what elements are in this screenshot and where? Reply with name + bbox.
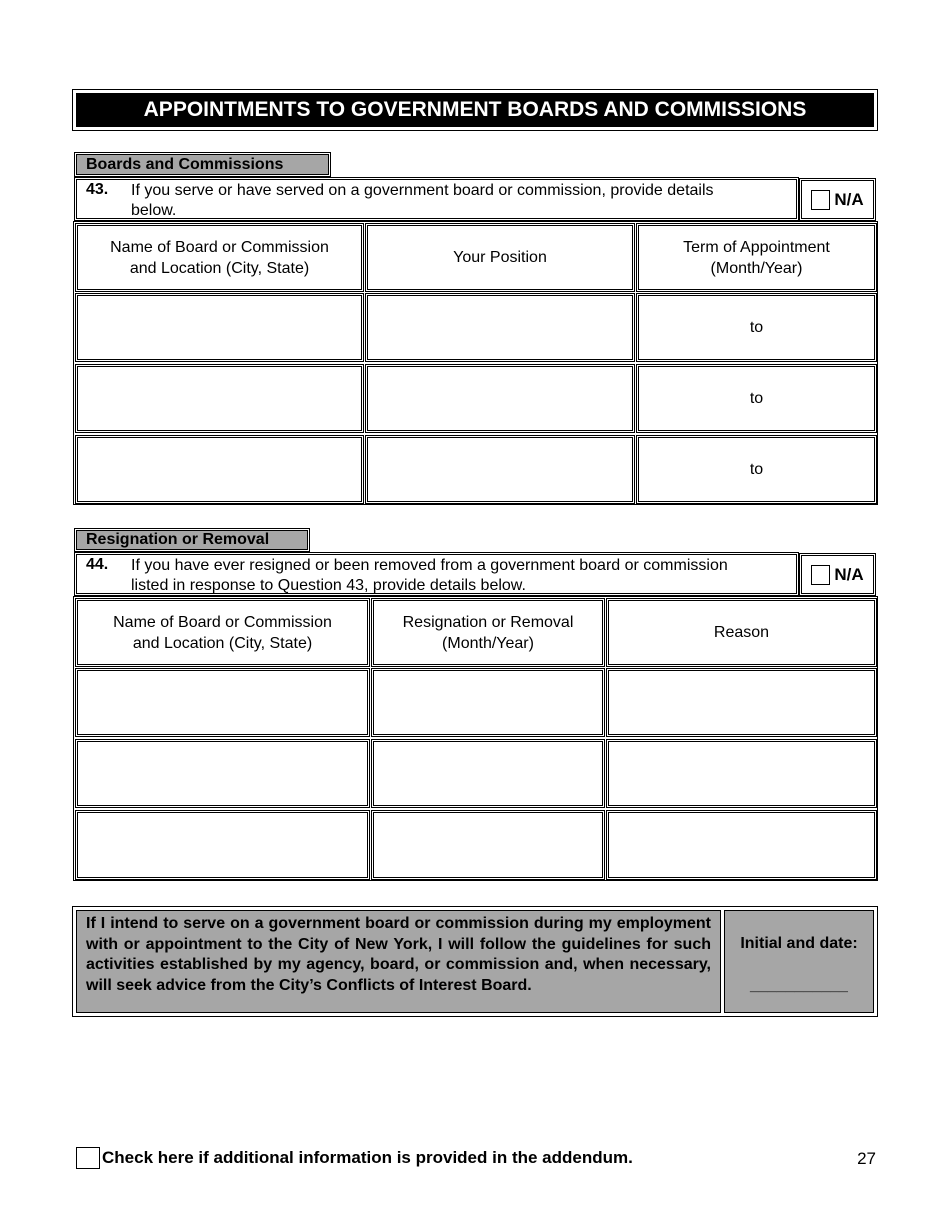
section-tab-resignation: Resignation or Removal (74, 528, 310, 552)
board-name-field[interactable] (75, 435, 364, 504)
question-44-row (74, 552, 799, 596)
board-name-field[interactable] (75, 810, 370, 880)
na-label: N/A (834, 564, 864, 584)
header-text: Term of Appointment (683, 238, 830, 256)
header-board-name (75, 598, 370, 667)
position-field[interactable] (365, 435, 635, 504)
addendum-checkbox[interactable] (76, 1147, 100, 1169)
na-option-44[interactable] (799, 553, 876, 596)
resignation-date-field[interactable] (371, 668, 605, 737)
reason-field[interactable] (606, 739, 877, 808)
term-field[interactable] (636, 435, 877, 504)
initial-and-date-box[interactable] (724, 910, 874, 1013)
resignation-table (73, 596, 878, 881)
header-text: and Location (City, State) (129, 259, 310, 277)
boards-table (73, 221, 878, 505)
header-board-name (75, 223, 364, 292)
board-name-field[interactable] (75, 739, 370, 808)
question-number: 44. (86, 556, 109, 573)
page-number: 27 (857, 1149, 876, 1168)
header-reason: Reason (606, 598, 877, 667)
section-tab-boards: Boards and Commissions (74, 152, 331, 177)
na-label: N/A (834, 189, 864, 209)
term-field[interactable] (636, 364, 877, 433)
reason-field[interactable] (606, 668, 877, 737)
header-text: and Location (City, State) (132, 634, 313, 652)
page-title: APPOINTMENTS TO GOVERNMENT BOARDS AND COMMISSIONS (76, 93, 874, 127)
question-text (131, 556, 728, 596)
position-field[interactable] (365, 364, 635, 433)
statement-box (72, 906, 878, 1017)
question-text-line: If you have ever resigned or been removed from a government board or commission (131, 557, 728, 574)
position-field[interactable] (365, 293, 635, 362)
term-separator: to (749, 461, 764, 478)
header-text: Name of Board or Commission (113, 613, 332, 631)
header-text: (Month/Year) (710, 259, 803, 277)
initial-blank[interactable]: ___________ (750, 977, 848, 994)
question-text-line: If you serve or have served on a government board or commission, provide details (131, 182, 714, 199)
na-checkbox[interactable] (811, 565, 830, 585)
header-position: Your Position (365, 223, 635, 292)
question-text-line: below. (131, 202, 177, 219)
term-separator: to (749, 390, 764, 407)
header-text: (Month/Year) (442, 634, 534, 652)
statement-text: If I intend to serve on a government board or commission during my employment with or appointment to the City of New York, I will follow the guidelines for such activities established by my agency, board, or commission and, when necessary, will seek advice from the City’s Conflicts of Interest Board. (76, 910, 721, 1013)
board-name-field[interactable] (75, 668, 370, 737)
question-43-row (74, 177, 799, 221)
initial-label: Initial and date: (740, 935, 858, 952)
resignation-date-field[interactable] (371, 810, 605, 880)
question-text-line: listed in response to Question 43, provide details below. (131, 577, 526, 594)
na-checkbox[interactable] (811, 190, 830, 210)
term-field[interactable] (636, 293, 877, 362)
term-separator: to (749, 319, 764, 336)
header-text: Resignation or Removal (402, 613, 574, 631)
header-term (636, 223, 877, 292)
addendum-label: Check here if additional information is provided in the addendum. (102, 1148, 633, 1167)
resignation-date-field[interactable] (371, 739, 605, 808)
question-number: 43. (86, 181, 109, 198)
board-name-field[interactable] (75, 293, 364, 362)
board-name-field[interactable] (75, 364, 364, 433)
reason-field[interactable] (606, 810, 877, 880)
question-text (131, 181, 714, 221)
header-text: Name of Board or Commission (110, 238, 329, 256)
title-banner (72, 89, 878, 131)
header-resignation-date (371, 598, 605, 667)
na-option-43[interactable] (799, 178, 876, 221)
addendum-row (76, 1147, 633, 1169)
